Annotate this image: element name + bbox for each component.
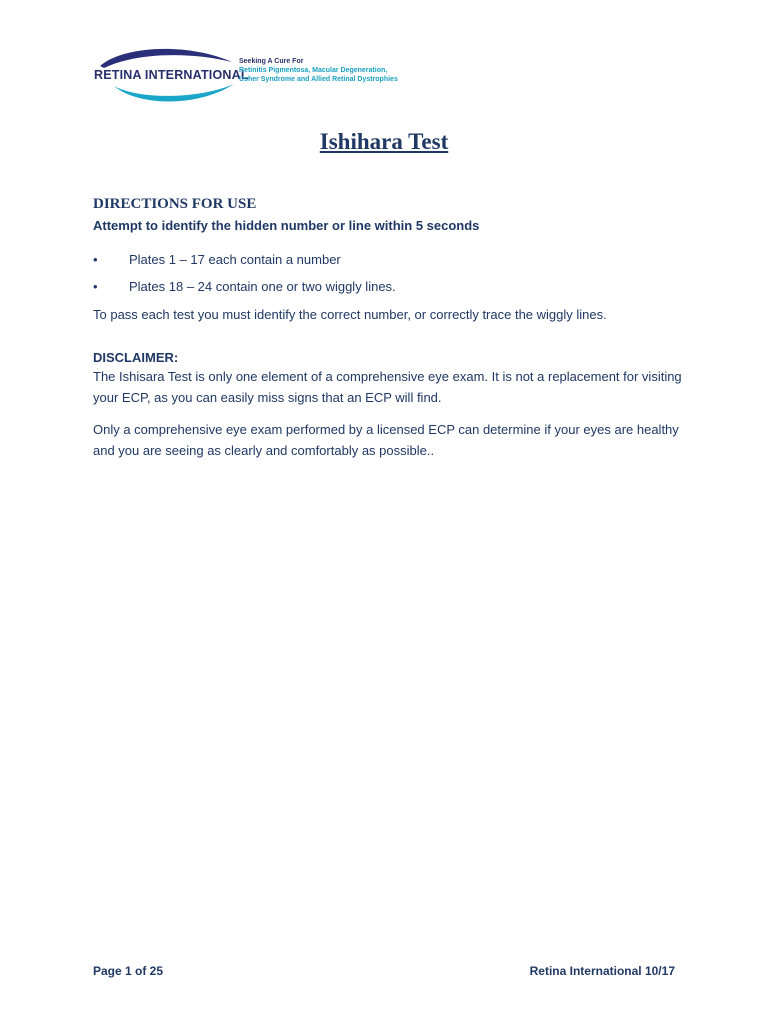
logo-tagline-line: Usher Syndrome and Allied Retinal Dystrophies <box>239 76 398 83</box>
list-item-text: Plates 18 – 24 contain one or two wiggly lines. <box>129 279 396 294</box>
logo-tagline <box>239 57 398 84</box>
bullet-icon: • <box>93 279 98 294</box>
directions-heading: DIRECTIONS FOR USE <box>93 196 257 212</box>
page-number: Page 1 of 25 <box>93 964 164 978</box>
disclaimer-heading: DISCLAIMER: <box>93 350 179 365</box>
retina-international-logo <box>92 44 412 106</box>
logo-tagline-line: Retinitis Pigmentosa, Macular Degeneration, <box>239 67 388 74</box>
disclaimer-paragraph: The Ishisara Test is only one element of a comprehensive eye exam. It is not a replacement for visiting your ECP, as you can easily miss signs that an ECP will find. <box>93 369 682 405</box>
list-item-text: Plates 1 – 17 each contain a number <box>129 252 341 267</box>
bullet-icon: • <box>93 252 98 267</box>
page-title: Ishihara Test <box>319 129 449 154</box>
footer-org: Retina International 10/17 <box>529 964 675 978</box>
disclaimer-paragraph: Only a comprehensive eye exam performed by a licensed ECP can determine if your eyes are healthy and you are seeing as clearly and comfortably as possible.. <box>93 422 679 458</box>
logo-tagline-line: Seeking A Cure For <box>239 58 304 65</box>
pass-instructions: To pass each test you must identify the correct number, or correctly trace the wiggly lines. <box>93 307 607 322</box>
directions-subheading: Attempt to identify the hidden number or line within 5 seconds <box>93 218 480 233</box>
logo-name: RETINA INTERNATIONAL <box>94 68 249 82</box>
